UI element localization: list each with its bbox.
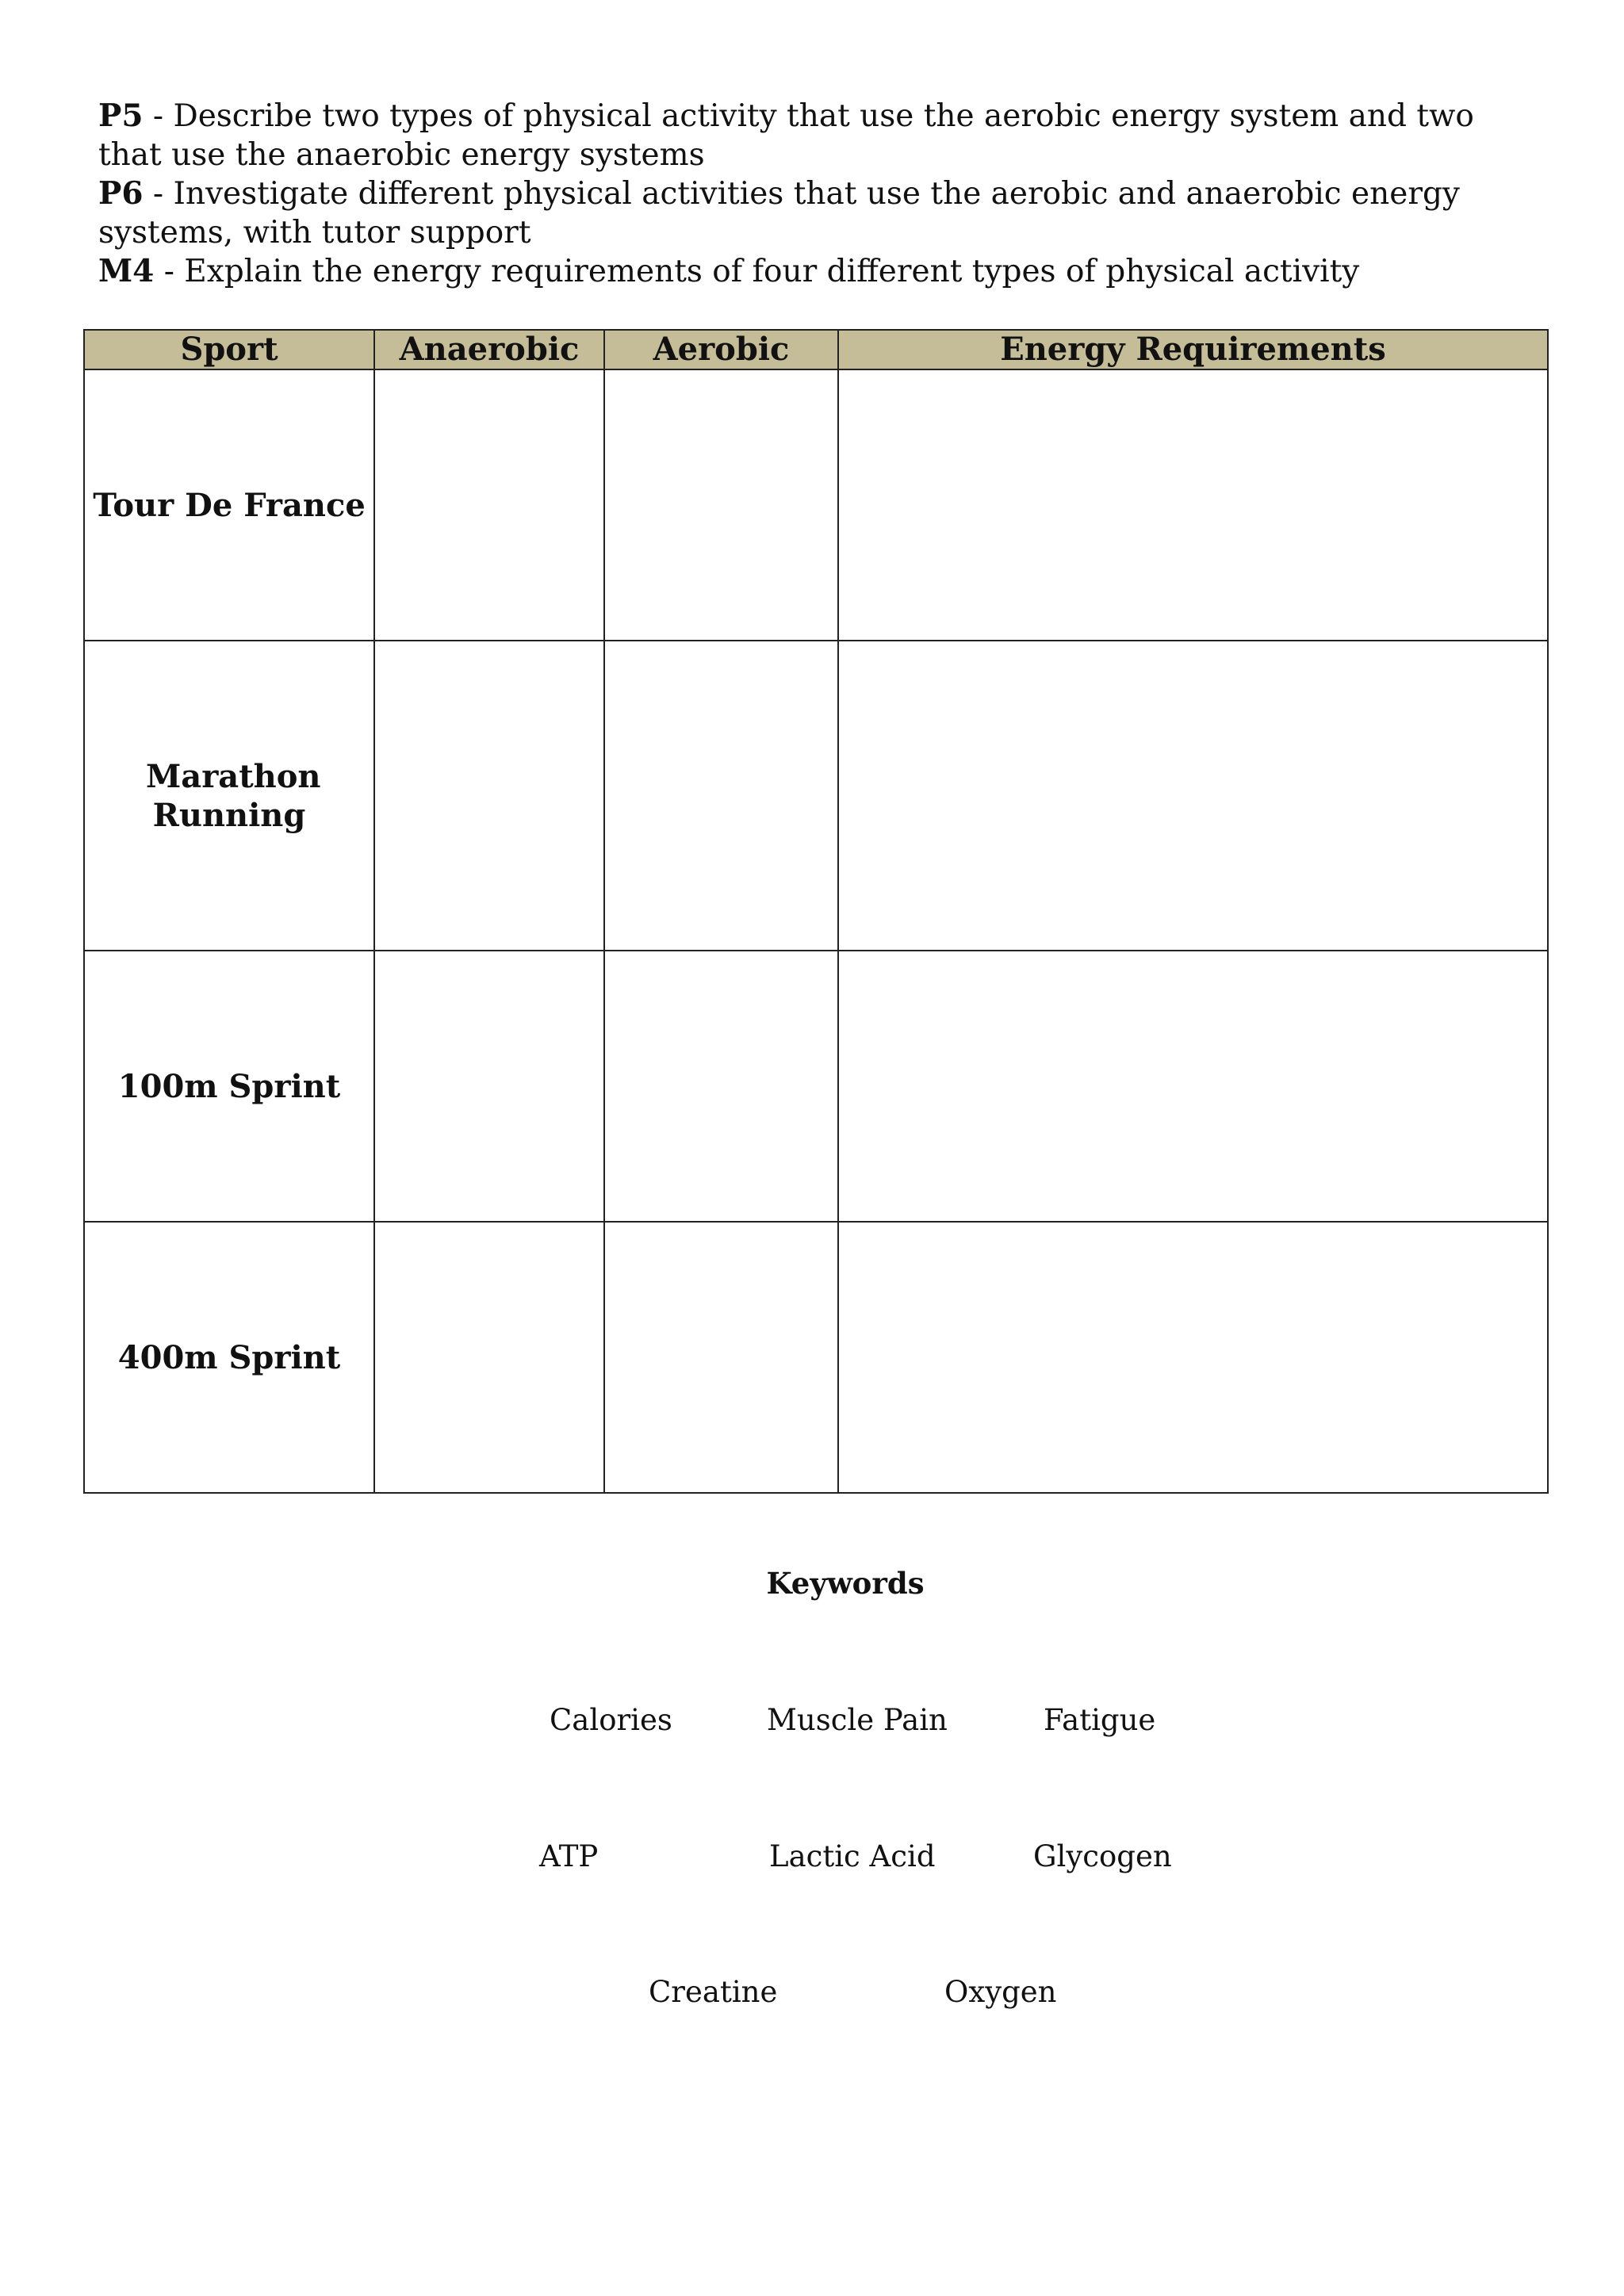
energy-requirements-cell[interactable] (838, 951, 1548, 1222)
header-energy-requirements: Energy Requirements (838, 330, 1548, 369)
keyword: Creatine (649, 1975, 778, 2009)
anaerobic-cell[interactable] (374, 641, 604, 951)
keyword: Calories (550, 1703, 672, 1737)
aerobic-cell[interactable] (604, 369, 838, 641)
header-anaerobic: Anaerobic (374, 330, 604, 369)
energy-systems-table (83, 329, 1549, 1494)
energy-requirements-cell[interactable] (838, 369, 1548, 641)
criterion-m4 (98, 252, 1542, 291)
keyword: Glycogen (1033, 1839, 1172, 1873)
keyword: Lactic Acid (769, 1839, 936, 1873)
header-sport: Sport (84, 330, 374, 369)
aerobic-cell[interactable] (604, 641, 838, 951)
criterion-p6 (98, 174, 1542, 252)
table-row (84, 1222, 1548, 1493)
sport-cell: Tour De France (84, 369, 374, 641)
criterion-code: P5 (98, 98, 144, 134)
anaerobic-cell[interactable] (374, 1222, 604, 1493)
anaerobic-cell[interactable] (374, 951, 604, 1222)
table-row (84, 369, 1548, 641)
sport-cell: 100m Sprint (84, 951, 374, 1222)
sport-cell: 400m Sprint (84, 1222, 374, 1493)
criterion-text: - Describe two types of physical activity that use the aerobic energy system and two that use the anaerobic energy systems (98, 98, 1474, 173)
keyword: ATP (539, 1839, 599, 1873)
header-aerobic: Aerobic (604, 330, 838, 369)
keywords-title: Keywords (766, 1566, 925, 1601)
criterion-p5 (98, 97, 1542, 174)
sport-cell (84, 641, 374, 951)
table-header-row (84, 330, 1548, 369)
sport-label: Marathon Running (146, 757, 321, 834)
energy-requirements-cell[interactable] (838, 641, 1548, 951)
energy-requirements-cell[interactable] (838, 1222, 1548, 1493)
table-row (84, 641, 1548, 951)
keyword: Fatigue (1044, 1703, 1156, 1737)
assessment-criteria (98, 97, 1542, 291)
table-row (84, 951, 1548, 1222)
criterion-code: M4 (98, 253, 155, 289)
anaerobic-cell[interactable] (374, 369, 604, 641)
criterion-text: - Explain the energy requirements of four different types of physical activity (154, 254, 1360, 289)
criterion-code: P6 (98, 175, 144, 212)
aerobic-cell[interactable] (604, 951, 838, 1222)
aerobic-cell[interactable] (604, 1222, 838, 1493)
criterion-text: - Investigate different physical activities that use the aerobic and anaerobic energy systems, with tutor support (98, 176, 1460, 251)
keyword: Oxygen (944, 1975, 1057, 2009)
keyword: Muscle Pain (767, 1703, 948, 1737)
